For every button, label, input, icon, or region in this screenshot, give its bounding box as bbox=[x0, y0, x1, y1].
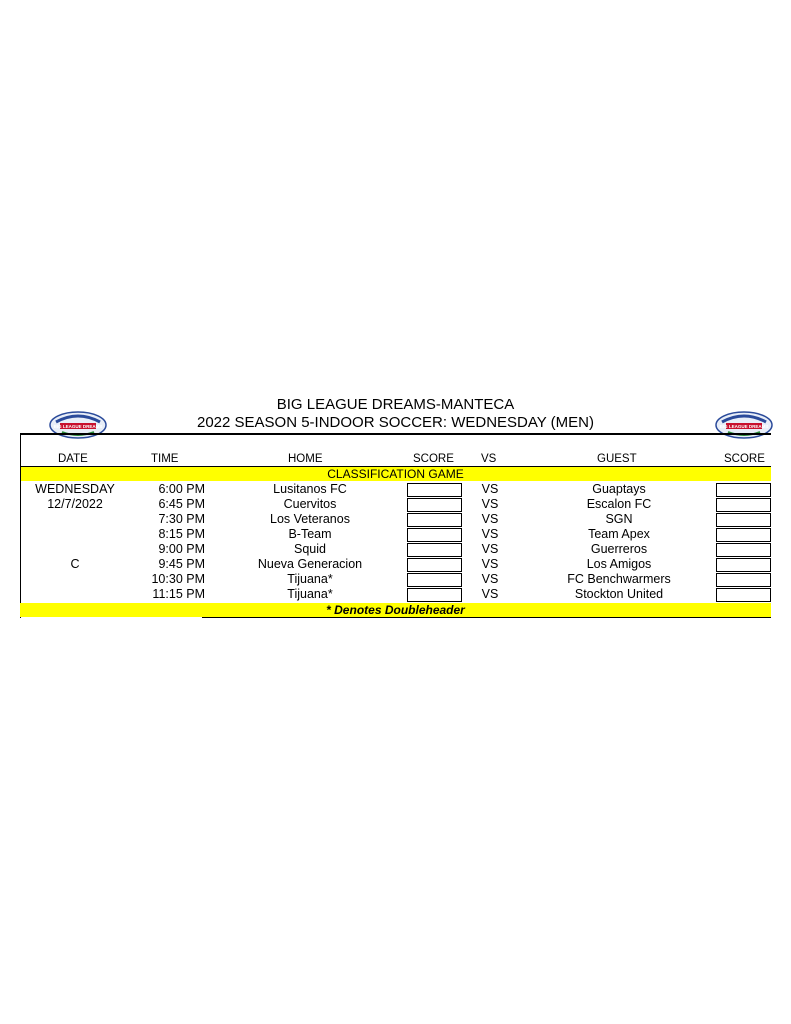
vs-label: VS bbox=[481, 572, 499, 586]
home-score-box[interactable] bbox=[407, 498, 462, 512]
home-team: Cuervitos bbox=[283, 497, 337, 511]
game-date: WEDNESDAY bbox=[35, 482, 115, 496]
table-bottom-border bbox=[202, 617, 771, 618]
guest-score-box[interactable] bbox=[716, 558, 771, 572]
home-team: B-Team bbox=[288, 527, 332, 541]
vs-label: VS bbox=[481, 542, 499, 556]
game-time: 6:00 PM bbox=[158, 482, 205, 496]
header-date: DATE bbox=[58, 453, 88, 465]
header-guest: GUEST bbox=[597, 453, 637, 465]
table-row bbox=[20, 542, 771, 557]
home-score-box[interactable] bbox=[407, 528, 462, 542]
table-row bbox=[20, 527, 771, 542]
guest-team: SGN bbox=[605, 512, 633, 526]
home-score-box[interactable] bbox=[407, 588, 462, 602]
guest-team: Los Amigos bbox=[586, 557, 652, 571]
game-time: 8:15 PM bbox=[158, 527, 205, 541]
vs-label: VS bbox=[481, 482, 499, 496]
table-row bbox=[20, 557, 771, 572]
guest-score-box[interactable] bbox=[716, 543, 771, 557]
home-score-box[interactable] bbox=[407, 558, 462, 572]
guest-team: Guaptays bbox=[592, 482, 646, 496]
guest-team: Stockton United bbox=[574, 587, 664, 601]
classification-game-banner: CLASSIFICATION GAME bbox=[20, 467, 771, 481]
home-team: Squid bbox=[294, 542, 326, 556]
guest-score-box[interactable] bbox=[716, 498, 771, 512]
table-left-border bbox=[20, 433, 21, 618]
game-time: 11:15 PM bbox=[152, 587, 205, 601]
guest-score-box[interactable] bbox=[716, 588, 771, 602]
guest-team: Escalon FC bbox=[586, 497, 652, 511]
guest-team: Team Apex bbox=[588, 527, 650, 541]
svg-text:BIG LEAGUE DREAMS: BIG LEAGUE DREAMS bbox=[719, 424, 769, 429]
game-time: 7:30 PM bbox=[158, 512, 205, 526]
table-row bbox=[20, 497, 771, 512]
home-team: Los Veteranos bbox=[270, 512, 350, 526]
header-divider bbox=[20, 433, 771, 435]
header-home-score: SCORE bbox=[413, 453, 454, 465]
game-date: C bbox=[70, 557, 80, 571]
home-team: Tijuana* bbox=[287, 572, 333, 586]
home-score-box[interactable] bbox=[407, 483, 462, 497]
vs-label: VS bbox=[481, 512, 499, 526]
home-score-box[interactable] bbox=[407, 543, 462, 557]
header-guest-score: SCORE bbox=[724, 453, 765, 465]
header-vs: VS bbox=[481, 453, 497, 465]
svg-text:BIG LEAGUE DREAMS: BIG LEAGUE DREAMS bbox=[53, 424, 103, 429]
home-team: Nueva Generacion bbox=[257, 557, 363, 571]
doubleheader-note: * Denotes Doubleheader bbox=[20, 603, 771, 617]
guest-team: FC Benchwarmers bbox=[567, 572, 671, 586]
big-league-dreams-logo-right bbox=[714, 408, 774, 440]
game-time: 9:00 PM bbox=[158, 542, 205, 556]
game-time: 10:30 PM bbox=[151, 572, 205, 586]
home-team: Lusitanos FC bbox=[273, 482, 347, 496]
table-row bbox=[20, 482, 771, 497]
vs-label: VS bbox=[481, 497, 499, 511]
table-row bbox=[20, 572, 771, 587]
table-row bbox=[20, 512, 771, 527]
game-time: 6:45 PM bbox=[158, 497, 205, 511]
header-home: HOME bbox=[288, 453, 323, 465]
home-team: Tijuana* bbox=[287, 587, 333, 601]
guest-score-box[interactable] bbox=[716, 513, 771, 527]
big-league-dreams-logo-left bbox=[48, 408, 108, 440]
guest-score-box[interactable] bbox=[716, 528, 771, 542]
vs-label: VS bbox=[481, 527, 499, 541]
game-date: 12/7/2022 bbox=[47, 497, 103, 511]
home-score-box[interactable] bbox=[407, 573, 462, 587]
guest-score-box[interactable] bbox=[716, 483, 771, 497]
vs-label: VS bbox=[481, 557, 499, 571]
page-title: BIG LEAGUE DREAMS-MANTECA bbox=[276, 396, 515, 413]
page-subtitle: 2022 SEASON 5-INDOOR SOCCER: WEDNESDAY (MEN) bbox=[196, 414, 595, 431]
guest-score-box[interactable] bbox=[716, 573, 771, 587]
guest-team: Guerreros bbox=[590, 542, 648, 556]
game-time: 9:45 PM bbox=[158, 557, 205, 571]
vs-label: VS bbox=[481, 587, 499, 601]
home-score-box[interactable] bbox=[407, 513, 462, 527]
header-time: TIME bbox=[151, 453, 179, 465]
table-row bbox=[20, 587, 771, 602]
